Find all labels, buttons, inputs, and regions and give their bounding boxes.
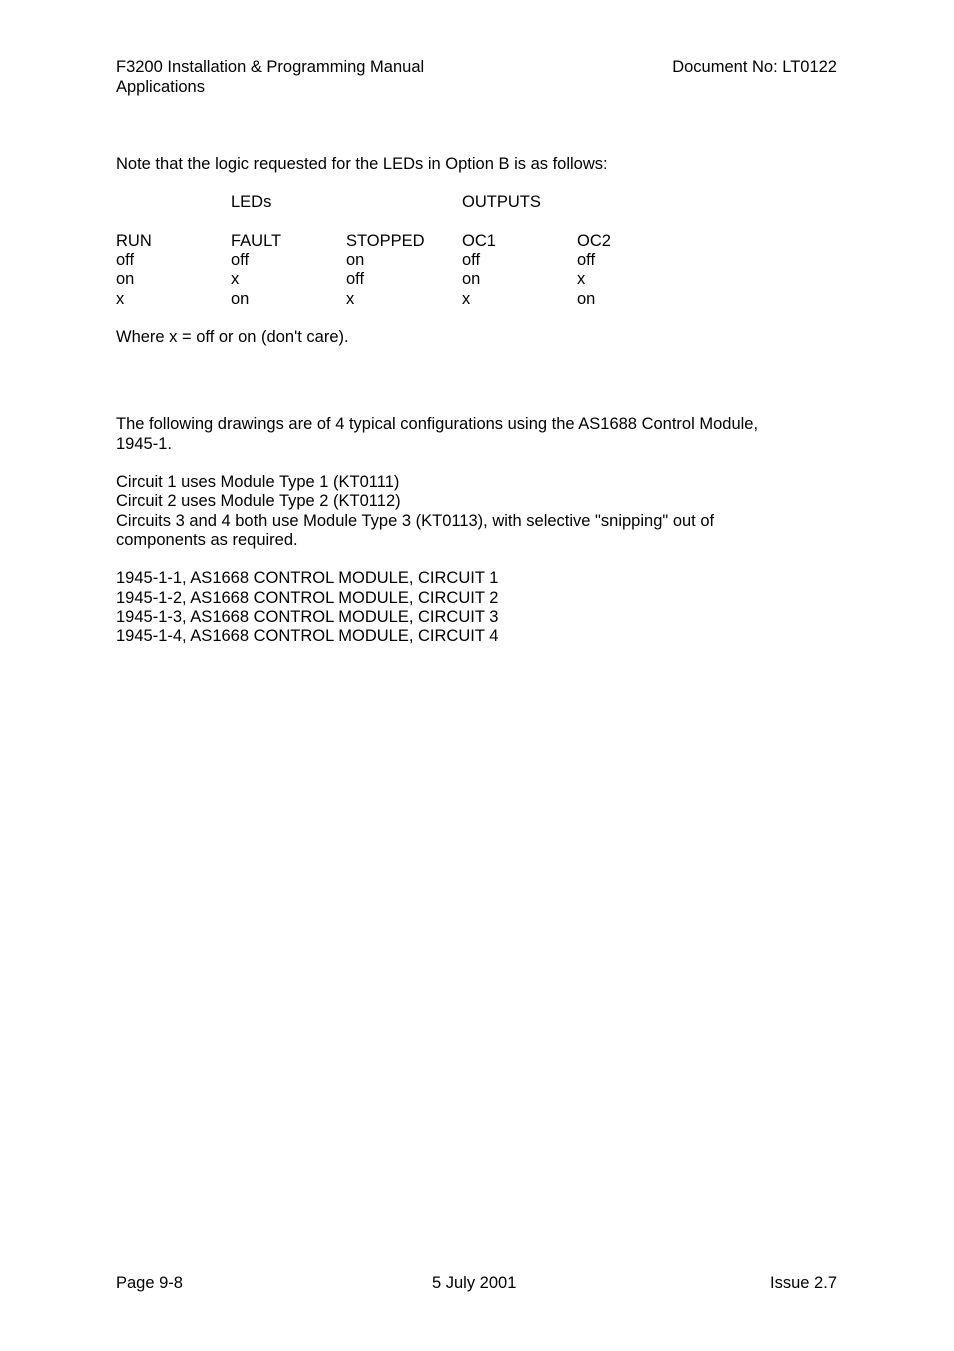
table-cell: off: [346, 270, 365, 288]
table-cell: x: [346, 290, 355, 308]
header-doc-number: Document No: LT0122: [672, 58, 837, 76]
table-cell: off: [116, 251, 135, 269]
drawings-para-line: The following drawings are of 4 typical configurations using the AS1688 Control Module,: [116, 415, 759, 433]
group-leds-label: LEDs: [231, 193, 272, 211]
list-item: 1945-1-3, AS1668 CONTROL MODULE, CIRCUIT 3: [116, 608, 499, 626]
table-cell: on: [116, 270, 135, 288]
table-cell: x: [231, 270, 240, 288]
column-header: OC2: [577, 232, 611, 250]
table-cell: on: [346, 251, 365, 269]
column-header: STOPPED: [346, 232, 425, 250]
table-cell: on: [462, 270, 481, 288]
table-cell: off: [577, 251, 596, 269]
table-cell: off: [462, 251, 481, 269]
intro-text: Note that the logic requested for the LEDs in Option B is as follows:: [116, 155, 608, 173]
footer-page: Page 9-8: [116, 1274, 183, 1292]
table-cell: x: [116, 290, 125, 308]
column-header: OC1: [462, 232, 496, 250]
table-cell: off: [231, 251, 250, 269]
circuit-3-4-text: Circuits 3 and 4 both use Module Type 3 (KT0113), with selective "snipping" out of: [116, 512, 715, 530]
footer-date: 5 July 2001: [432, 1274, 517, 1292]
circuit-1-text: Circuit 1 uses Module Type 1 (KT0111): [116, 473, 400, 491]
table-cell: x: [462, 290, 471, 308]
header-section: Applications: [116, 78, 205, 96]
table-cell: on: [231, 290, 250, 308]
table-cell: on: [577, 290, 596, 308]
list-item: 1945-1-2, AS1668 CONTROL MODULE, CIRCUIT 2: [116, 589, 499, 607]
list-item: 1945-1-1, AS1668 CONTROL MODULE, CIRCUIT 1: [116, 569, 499, 587]
footer-issue: Issue 2.7: [770, 1274, 837, 1292]
column-header: FAULT: [231, 232, 282, 250]
circuit-2-text: Circuit 2 uses Module Type 2 (KT0112): [116, 492, 401, 510]
drawings-para-line: 1945-1.: [116, 435, 172, 453]
group-outputs-label: OUTPUTS: [462, 193, 541, 211]
where-note: Where x = off or on (don't care).: [116, 328, 349, 346]
circuit-3-4-text: components as required.: [116, 531, 298, 549]
list-item: 1945-1-4, AS1668 CONTROL MODULE, CIRCUIT 4: [116, 627, 499, 645]
table-cell: x: [577, 270, 586, 288]
column-header: RUN: [116, 232, 152, 250]
header-title: F3200 Installation & Programming Manual: [116, 58, 425, 76]
